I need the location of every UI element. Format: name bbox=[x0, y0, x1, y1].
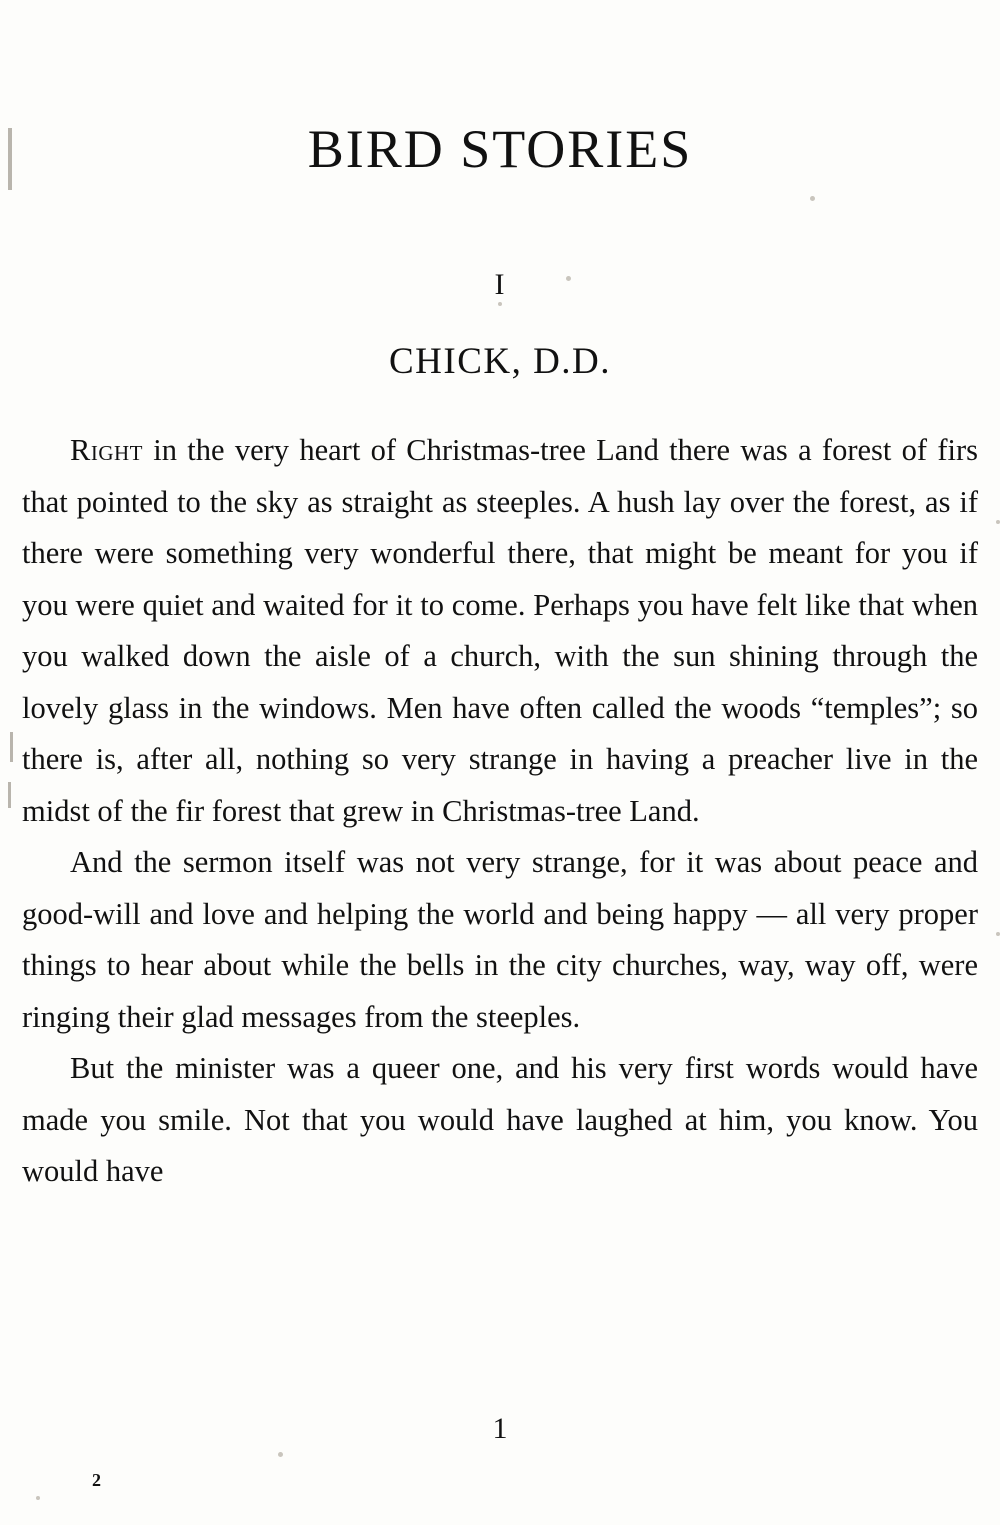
signature-mark: 2 bbox=[92, 1470, 101, 1490]
body-text bbox=[22, 425, 978, 1198]
scan-speck-f bbox=[278, 1452, 283, 1457]
paragraph-3-text: But the minister was a queer one, and his very first words would have made you smile. Not that you would have laughed at him, you know. You would have bbox=[22, 1051, 978, 1188]
paragraph-2-text: And the sermon itself was not very strange, for it was about peace and good-will and love and helping the world and being happy — all very proper things to hear about while the bells in the city churches, way, way off, were ringing their glad messages from the steeples. bbox=[22, 845, 978, 1034]
scan-speck-g bbox=[36, 1496, 40, 1500]
chapter-number: I bbox=[494, 268, 506, 301]
paragraph-1-text: in the very heart of Christmas-tree Land there was a forest of firs that pointed to the sky as straight as steeples. A hush lay over the forest, as if there were something very wonderful there, that might be meant for you if you were quiet and waited for it to come. Perhaps you have felt like that when you walked down the aisle of a church, with the sun shining through the lovely glass in the windows. Men have often called the woods “temples”; so there is, after all, nothing so very strange in having a preacher live in the midst of the fir forest that grew in Christmas-tree Land. bbox=[22, 433, 978, 828]
chapter-title: CHICK, D.D. bbox=[388, 341, 612, 382]
paragraph-3 bbox=[22, 1043, 978, 1198]
paragraph-1 bbox=[22, 425, 978, 837]
page-title: BIRD STORIES bbox=[307, 119, 693, 179]
page-number: 1 bbox=[492, 1412, 508, 1445]
paragraph-1-opening-smallcaps: Right bbox=[70, 433, 143, 467]
paragraph-2 bbox=[22, 837, 978, 1043]
